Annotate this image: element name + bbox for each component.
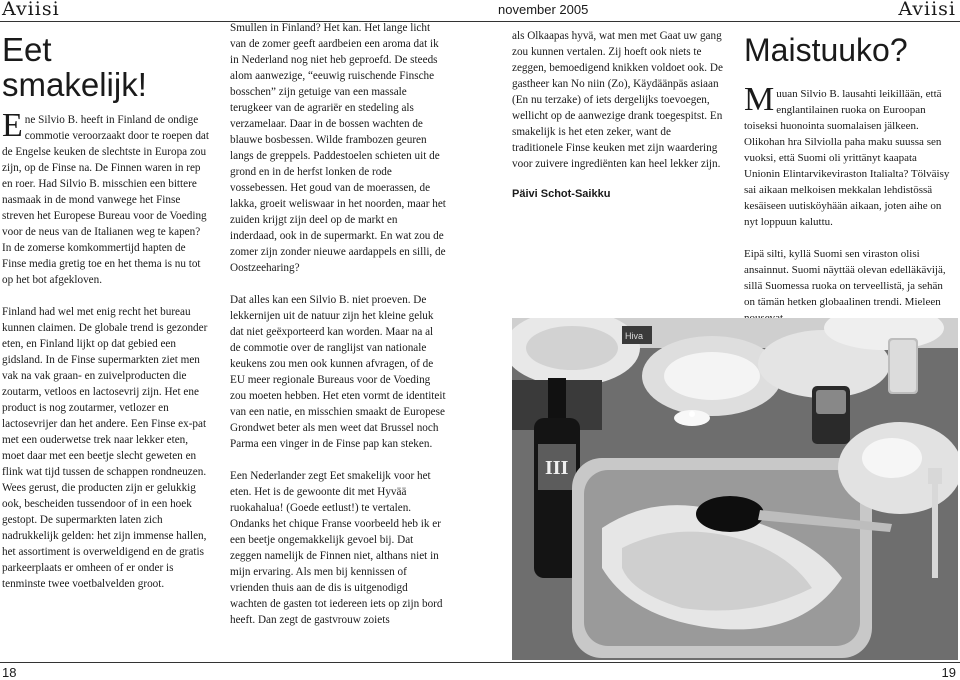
header-date: november 2005 (498, 2, 589, 17)
paragraph-olkaapas: als Olkaapas hyvä, wat men met Gaat uw gang zou kunnen vertalen. Zij hoeft ook niets te zeggen, bemoedigend knikken voldoet ook. De gastheer kan No niin (Zo), Käydäänpäs asiaan (En nu terzake) of iets dergelijks toevoegen, wellicht op de aanwezige drank toegespitst. En smakelijk is het eten zeker, want de traditionele Finse keuken met zijn waardering voor zuivere ingrediënten kan heel lekker zijn. (512, 30, 723, 170)
header-rule (0, 21, 960, 22)
paragraph-fi-intro-text: uuan Silvio B. lausahti leikillään, että englantilainen ruoka on Euroopan toiseksi huonointa suomalaisen jälkeen. Olikohan hra Silviolla paha maku suussa sen vuoksi, että Suomi oli yrittänyt kaapata Unionin Elintarvikeviraston Italialta? Tölväisy sai aikaan melkoisen mekkalan lehdistössä kesäiseen uutisköyhään aikaan, joten aihe on nyt loppuun kaluttu. (744, 88, 950, 228)
paragraph-intro-text: ne Silvio B. heeft in Finland de ondige commotie veroorzaakt door te roepen dat de Engelse keuken de slechtste in Europa zou zijn, op de Finse na. De Finnen waren in rep en roer. Had Silvio B. misschien een bittere nasmaak in de mond vanwege het Finse streven het Europese Bureau voor de Voeding voor de neus van de Italianen weg te kapen? In de zomerse komkommertijd hapten de Finse media gretig toe en het thema is nu tot op het bot afgekloven. (2, 114, 209, 286)
paragraph-fi-second: Eipä silti, kyllä Suomi sen viraston olisi ansainnut. Suomi näyttää olevan edelläkävijä, sillä Suomessa ruoka on terveellistä, ja sehän on tämän hetken globaalinen trendi. Mieleen (744, 248, 946, 308)
page-number-left: 18 (2, 665, 17, 680)
dropcap-m: M (744, 81, 775, 118)
headline-line-1: Eet (2, 31, 52, 68)
header-title-right: Aviisi (898, 0, 956, 20)
headline-line-2: smakelijk! (2, 66, 147, 103)
page-number-right: 19 (941, 665, 956, 680)
paragraph-intro (2, 107, 210, 288)
article-column-3 (512, 28, 724, 202)
dropcap-e: E (2, 107, 23, 144)
article-column-1 (2, 107, 210, 592)
footer-rule (0, 662, 960, 663)
article-column-fi (744, 81, 954, 326)
article-column-2 (230, 20, 446, 628)
food-photo (512, 318, 958, 660)
paragraph-silvio: Dat alles kan een Silvio B. niet proeven. De lekkernijen uit de natuur zijn het kleine geluk dat niet geëxporteerd kan worden. Maar na al de commotie over de ranglijst van nationale keukens zou men ook kunnen afvragen, of de EU meer regionale Bureaus voor de Voeding zou moeten hebben. Het eten vormt de identiteit van een natie, en misschien smaakt de Europese Grondwet beter als men weet dat Brussel noch Parma een vinger in de Finse pap kan steken. (230, 294, 446, 450)
paragraph-fi-intro (744, 81, 954, 230)
beer-label-text: III (545, 457, 569, 479)
paragraph-summer: Smullen in Finland? Het kan. Het lange licht van de zomer geeft aardbeien een aroma dat ik in Nederland nog niet heb geproefd. De steeds alom aanwezige, “eeuwig ruischende Finsche bosschen” zijn getuige van een massale terugkeer van de agrariër en stedeling als verzamelaar. Daar in de bossen wachten de blauwe bosbessen. Wilde frambozen geuren langs de greppels. Paddestoelen schieten uit de grond en in de herfst lonken de rode vossebessen. Het goud van de moerassen, de lakka, groeit weliswaar in het noorden, maar het zuiden krijgt zijn deel op de markt en inderdaad, ook in de supermarkt. En wat zou de zomer zijn zonder nieuwe aardappels en silli, de Oostzeeharing? (230, 22, 446, 274)
bottle-label: Hiva (625, 331, 644, 341)
fork (932, 468, 938, 578)
beer-bottle-neck (548, 378, 566, 418)
serving-spoon (696, 496, 764, 532)
paragraph-eet-smakelijk: Een Nederlander zegt Eet smakelijk voor het eten. Het is de gewoonte dit met Hyvää ruokahalua! (Goede eetlust!) te vertalen. Ondanks het chique Franse voorbeeld heb ik er een beetje ongemakkelijk gevoel bij. Dat zeggen namelijk de Finnen niet, althans niet in mijn ervaring. Als men bij kennissen of vrienden thuis aan de dis is uitgenodigd wachten de gasten tot iedereen iets op zijn bord heeft. Dan zegt de gastvrouw zoiets (230, 470, 443, 626)
article-headline-fi: Maistuuko? (744, 32, 908, 68)
header-title-left: Aviisi (2, 0, 60, 20)
author-signature: Päivi Schot-Saikku (512, 188, 611, 200)
article-headline-nl (2, 32, 207, 102)
paragraph-supermarket: Finland had wel met enig recht het bureau kunnen claimen. De globale trend is gezonder eten, en Finland lijkt op dat gebied een gidsland. In de Finse supermarkten ziet men vak na vak graan- en zuivelproducten die zoutarm, vetloos en lactosevrij zijn. Het ene product is nog zoutarmer, vetlozer en lactosevrijer dan het andere. Een Finse ex-pat met een ouderwetse trek naar lekker eten, moet daar met een beetje slecht geweten en flink wat tijd tussen de schappen rondneuzen. Wees gerust, die producten zijn er gelukkig ook, bescheiden tussendoor of in een hoek gestopt. De supermarkten laten zich nadrukkelijk gelden: het zijn immense hallen, het assortiment is overweldigend en de gratis parkeerplaats er omheen of er onder is tenminste twee voetbalvelden groot. (2, 306, 208, 590)
food-photo-drawing (512, 318, 958, 660)
